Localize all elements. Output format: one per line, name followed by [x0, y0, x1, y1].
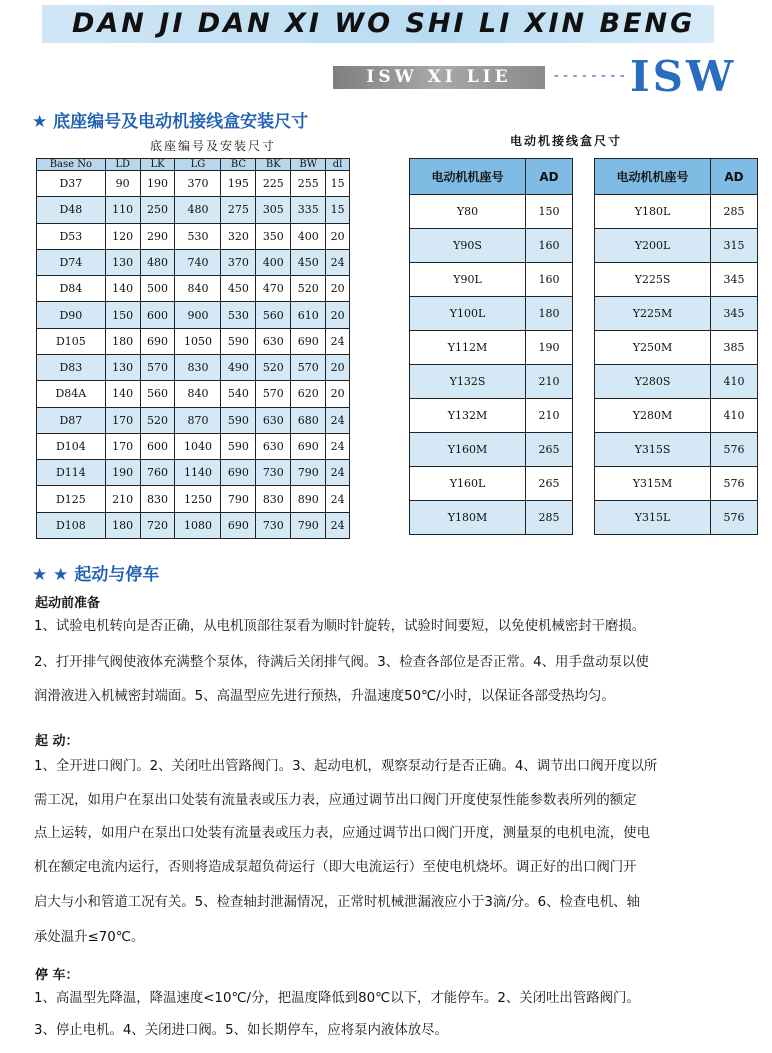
table-cell: 305	[256, 197, 291, 223]
table-cell: 120	[105, 223, 140, 249]
table-cell: Y180M	[410, 501, 526, 535]
table-cell: Y200L	[595, 229, 711, 263]
table-cell: 130	[105, 354, 140, 380]
table-cell: 410	[711, 399, 758, 433]
table-cell: 400	[291, 223, 326, 249]
table-cell: D125	[37, 486, 106, 512]
table-cell: 315	[711, 229, 758, 263]
table-cell: 560	[140, 381, 175, 407]
table-cell: 285	[526, 501, 573, 535]
motor-box-table-1	[409, 158, 573, 535]
table-cell: 600	[140, 433, 175, 459]
table-cell: 285	[711, 195, 758, 229]
table-row	[37, 407, 350, 433]
table-cell: Y132S	[410, 365, 526, 399]
table-cell: 1080	[175, 512, 221, 538]
table-row	[410, 263, 573, 297]
header-cell: dl	[326, 159, 350, 171]
table-cell: 830	[175, 354, 221, 380]
table-cell: Y80	[410, 195, 526, 229]
table-cell: 520	[140, 407, 175, 433]
table-row	[410, 365, 573, 399]
table-cell: 20	[326, 276, 350, 302]
header-cell: BW	[291, 159, 326, 171]
table-cell: 620	[291, 381, 326, 407]
start-line: 承处温升≤70℃。	[34, 930, 145, 945]
table-cell: 210	[526, 399, 573, 433]
table-cell: 470	[256, 276, 291, 302]
table-cell: Y280M	[595, 399, 711, 433]
start-line: 点上运转，如用户在泵出口处装有流量表或压力表，应通过调节出口阀门开度，测量泵的电机电流，使电	[34, 826, 650, 841]
table-cell: 160	[526, 229, 573, 263]
table-row	[37, 223, 350, 249]
table-cell: D108	[37, 512, 106, 538]
table-row	[410, 331, 573, 365]
table-cell: D104	[37, 433, 106, 459]
table-cell: 690	[291, 433, 326, 459]
table-cell: 630	[256, 328, 291, 354]
table-cell: 180	[526, 297, 573, 331]
table-row	[595, 365, 758, 399]
table-cell: D105	[37, 328, 106, 354]
table-cell: D84A	[37, 381, 106, 407]
section-heading-start-stop: ★ ★ 起动与停车	[32, 565, 160, 585]
table-cell: 180	[105, 328, 140, 354]
table-cell: Y160L	[410, 467, 526, 501]
table-cell: 15	[326, 171, 350, 197]
prep-line: 润滑液进入机械密封端面。5、高温型应先进行预热，升温速度50℃/小时，以保证各部受热均匀。	[34, 689, 615, 704]
table-cell: 370	[175, 171, 221, 197]
table-row	[595, 331, 758, 365]
table-cell: 290	[140, 223, 175, 249]
table-cell: 610	[291, 302, 326, 328]
table-row	[595, 229, 758, 263]
table-cell: 1040	[175, 433, 221, 459]
table-cell: 345	[711, 263, 758, 297]
table-cell: 1250	[175, 486, 221, 512]
table-cell: 840	[175, 381, 221, 407]
table-row	[37, 302, 350, 328]
table-row	[37, 328, 350, 354]
table-cell: 350	[256, 223, 291, 249]
table-row	[37, 433, 350, 459]
table-cell: 630	[256, 407, 291, 433]
table-cell: 560	[256, 302, 291, 328]
table-cell: 385	[711, 331, 758, 365]
table-cell: 24	[326, 249, 350, 275]
table-cell: 690	[140, 328, 175, 354]
table-cell: D84	[37, 276, 106, 302]
table-cell: 24	[326, 328, 350, 354]
start-line: 需工况，如用户在泵出口处装有流量表或压力表，应通过调节出口阀门开度使泵性能参数表所列的额定	[34, 793, 637, 808]
table-cell: 590	[221, 407, 256, 433]
header-cell: LD	[105, 159, 140, 171]
table-row	[595, 399, 758, 433]
table-cell: Y132M	[410, 399, 526, 433]
table-cell: Y315M	[595, 467, 711, 501]
table-cell: 320	[221, 223, 256, 249]
table-cell: Y180L	[595, 195, 711, 229]
table-cell: Y315S	[595, 433, 711, 467]
table-row	[37, 171, 350, 197]
table-cell: 690	[291, 328, 326, 354]
table-cell: 730	[256, 460, 291, 486]
table-row	[37, 197, 350, 223]
table-cell: 740	[175, 249, 221, 275]
table-cell: 830	[140, 486, 175, 512]
table-cell: 150	[105, 302, 140, 328]
table-cell: 890	[291, 486, 326, 512]
table-cell: D87	[37, 407, 106, 433]
table-cell: 690	[221, 512, 256, 538]
table-cell: Y315L	[595, 501, 711, 535]
start-line: 启大与小和管道工况有关。5、检查轴封泄漏情况，正常时机械泄漏液应小于3滴/分。6、检查电机、轴	[34, 895, 640, 910]
motor-box-table-2	[594, 158, 758, 535]
base-table-caption: 底座编号及安装尺寸	[150, 139, 277, 153]
table-cell: 20	[326, 223, 350, 249]
table-cell: 450	[291, 249, 326, 275]
table-row	[410, 297, 573, 331]
table-cell: 590	[221, 328, 256, 354]
section-heading-dimensions: ★ 底座编号及电动机接线盒安装尺寸	[32, 112, 309, 132]
table-cell: 20	[326, 302, 350, 328]
table-cell: 24	[326, 486, 350, 512]
table-cell: 265	[526, 433, 573, 467]
table-cell: 1140	[175, 460, 221, 486]
table-cell: 400	[256, 249, 291, 275]
table-cell: 790	[291, 512, 326, 538]
table-row	[410, 399, 573, 433]
header-cell: BK	[256, 159, 291, 171]
header-cell: AD	[711, 159, 758, 195]
table-cell: 160	[526, 263, 573, 297]
table-cell: 90	[105, 171, 140, 197]
table-row	[410, 195, 573, 229]
table-cell: 500	[140, 276, 175, 302]
table-cell: 600	[140, 302, 175, 328]
table-cell: 24	[326, 460, 350, 486]
table-cell: 870	[175, 407, 221, 433]
table-cell: 335	[291, 197, 326, 223]
table-row	[595, 195, 758, 229]
table-cell: D114	[37, 460, 106, 486]
table-cell: 225	[256, 171, 291, 197]
table-cell: D90	[37, 302, 106, 328]
table-cell: 520	[256, 354, 291, 380]
brand-logo: ISW	[630, 52, 737, 101]
table-cell: 630	[256, 433, 291, 459]
table-cell: 140	[105, 381, 140, 407]
prep-line: 2、打开排气阀使液体充满整个泵体，待满后关闭排气阀。3、检查各部位是否正常。4、用手盘动泵以使	[34, 655, 649, 670]
table-cell: 170	[105, 433, 140, 459]
table-cell: 480	[175, 197, 221, 223]
table-cell: 24	[326, 512, 350, 538]
table-cell: 24	[326, 433, 350, 459]
stop-title: 停 车：	[35, 968, 79, 983]
table-cell: 570	[140, 354, 175, 380]
table-cell: D83	[37, 354, 106, 380]
motor-table-header-row	[595, 159, 758, 195]
base-table-header-row	[37, 159, 350, 171]
motor-table-caption: 电动机接线盒尺寸	[510, 134, 623, 148]
table-cell: 480	[140, 249, 175, 275]
table-cell: Y90L	[410, 263, 526, 297]
table-cell: 540	[221, 381, 256, 407]
header-cell: BC	[221, 159, 256, 171]
table-cell: 190	[140, 171, 175, 197]
table-cell: 20	[326, 381, 350, 407]
table-cell: 570	[291, 354, 326, 380]
motor-table-header-row	[410, 159, 573, 195]
table-cell: D37	[37, 171, 106, 197]
table-row	[37, 276, 350, 302]
table-cell: 830	[256, 486, 291, 512]
table-row	[37, 460, 350, 486]
table-cell: 590	[221, 433, 256, 459]
table-cell: 520	[291, 276, 326, 302]
table-cell: 530	[175, 223, 221, 249]
header-cell: 电动机机座号	[595, 159, 711, 195]
table-cell: Y225S	[595, 263, 711, 297]
table-cell: 170	[105, 407, 140, 433]
header-cell: LK	[140, 159, 175, 171]
header-cell: Base No	[37, 159, 106, 171]
table-row	[595, 467, 758, 501]
header-title: DAN JI DAN XI WO SHI LI XIN BENG	[72, 8, 696, 39]
table-cell: 450	[221, 276, 256, 302]
table-cell: Y90S	[410, 229, 526, 263]
table-cell: Y280S	[595, 365, 711, 399]
table-cell: Y100L	[410, 297, 526, 331]
base-dimensions-table	[36, 158, 350, 539]
table-cell: 180	[105, 512, 140, 538]
table-cell: 20	[326, 354, 350, 380]
table-cell: Y160M	[410, 433, 526, 467]
table-cell: 255	[291, 171, 326, 197]
header-dashes: --------	[552, 68, 628, 84]
table-cell: 345	[711, 297, 758, 331]
table-cell: 130	[105, 249, 140, 275]
table-cell: 110	[105, 197, 140, 223]
table-cell: 576	[711, 467, 758, 501]
table-cell: 790	[221, 486, 256, 512]
table-row	[37, 512, 350, 538]
start-title: 起 动：	[35, 734, 79, 749]
table-cell: 490	[221, 354, 256, 380]
table-cell: 275	[221, 197, 256, 223]
table-cell: 570	[256, 381, 291, 407]
table-row	[410, 501, 573, 535]
table-cell: 576	[711, 433, 758, 467]
table-cell: 730	[256, 512, 291, 538]
table-cell: 576	[711, 501, 758, 535]
table-cell: 190	[105, 460, 140, 486]
table-cell: 24	[326, 407, 350, 433]
prep-title: 起动前准备	[35, 596, 101, 611]
table-row	[410, 229, 573, 263]
table-cell: 150	[526, 195, 573, 229]
header-cell: 电动机机座号	[410, 159, 526, 195]
stop-line: 1、高温型先降温，降温速度<10℃/分，把温度降低到80℃以下，才能停车。2、关闭吐出管路阀门。	[34, 991, 640, 1006]
table-cell: 15	[326, 197, 350, 223]
table-cell: 190	[526, 331, 573, 365]
table-row	[37, 249, 350, 275]
start-line: 机在额定电流内运行，否则将造成泵超负荷运行（即大电流运行）至使电机烧坏。调正好的出口阀门开	[34, 860, 637, 875]
table-row	[595, 433, 758, 467]
table-row	[410, 467, 573, 501]
series-label: ISW XI LIE	[366, 67, 512, 87]
table-row	[595, 297, 758, 331]
table-row	[37, 486, 350, 512]
table-cell: 265	[526, 467, 573, 501]
table-cell: 140	[105, 276, 140, 302]
table-cell: 210	[105, 486, 140, 512]
table-cell: 900	[175, 302, 221, 328]
table-cell: Y225M	[595, 297, 711, 331]
table-cell: 210	[526, 365, 573, 399]
table-cell: 250	[140, 197, 175, 223]
table-row	[595, 501, 758, 535]
table-cell: 680	[291, 407, 326, 433]
table-cell: 760	[140, 460, 175, 486]
table-cell: Y250M	[595, 331, 711, 365]
table-cell: 1050	[175, 328, 221, 354]
table-row	[37, 381, 350, 407]
table-cell: 410	[711, 365, 758, 399]
table-cell: 720	[140, 512, 175, 538]
table-cell: 530	[221, 302, 256, 328]
table-cell: D53	[37, 223, 106, 249]
table-cell: D74	[37, 249, 106, 275]
table-row	[37, 354, 350, 380]
table-cell: 690	[221, 460, 256, 486]
table-cell: D48	[37, 197, 106, 223]
table-row	[595, 263, 758, 297]
table-cell: 195	[221, 171, 256, 197]
prep-line: 1、试验电机转向是否正确，从电机顶部往泵看为顺时针旋转，试验时间要短，以免使机械密封干磨损。	[34, 619, 646, 634]
header-cell: AD	[526, 159, 573, 195]
header-cell: LG	[175, 159, 221, 171]
stop-line: 3、停止电机。4、关闭进口阀。5、如长期停车，应将泵内液体放尽。	[34, 1023, 448, 1038]
start-line: 1、全开进口阀门。2、关闭吐出管路阀门。3、起动电机，观察泵动行是否正确。4、调节出口阀开度以所	[34, 759, 658, 774]
table-cell: 370	[221, 249, 256, 275]
table-cell: Y112M	[410, 331, 526, 365]
table-cell: 840	[175, 276, 221, 302]
table-cell: 790	[291, 460, 326, 486]
table-row	[410, 433, 573, 467]
